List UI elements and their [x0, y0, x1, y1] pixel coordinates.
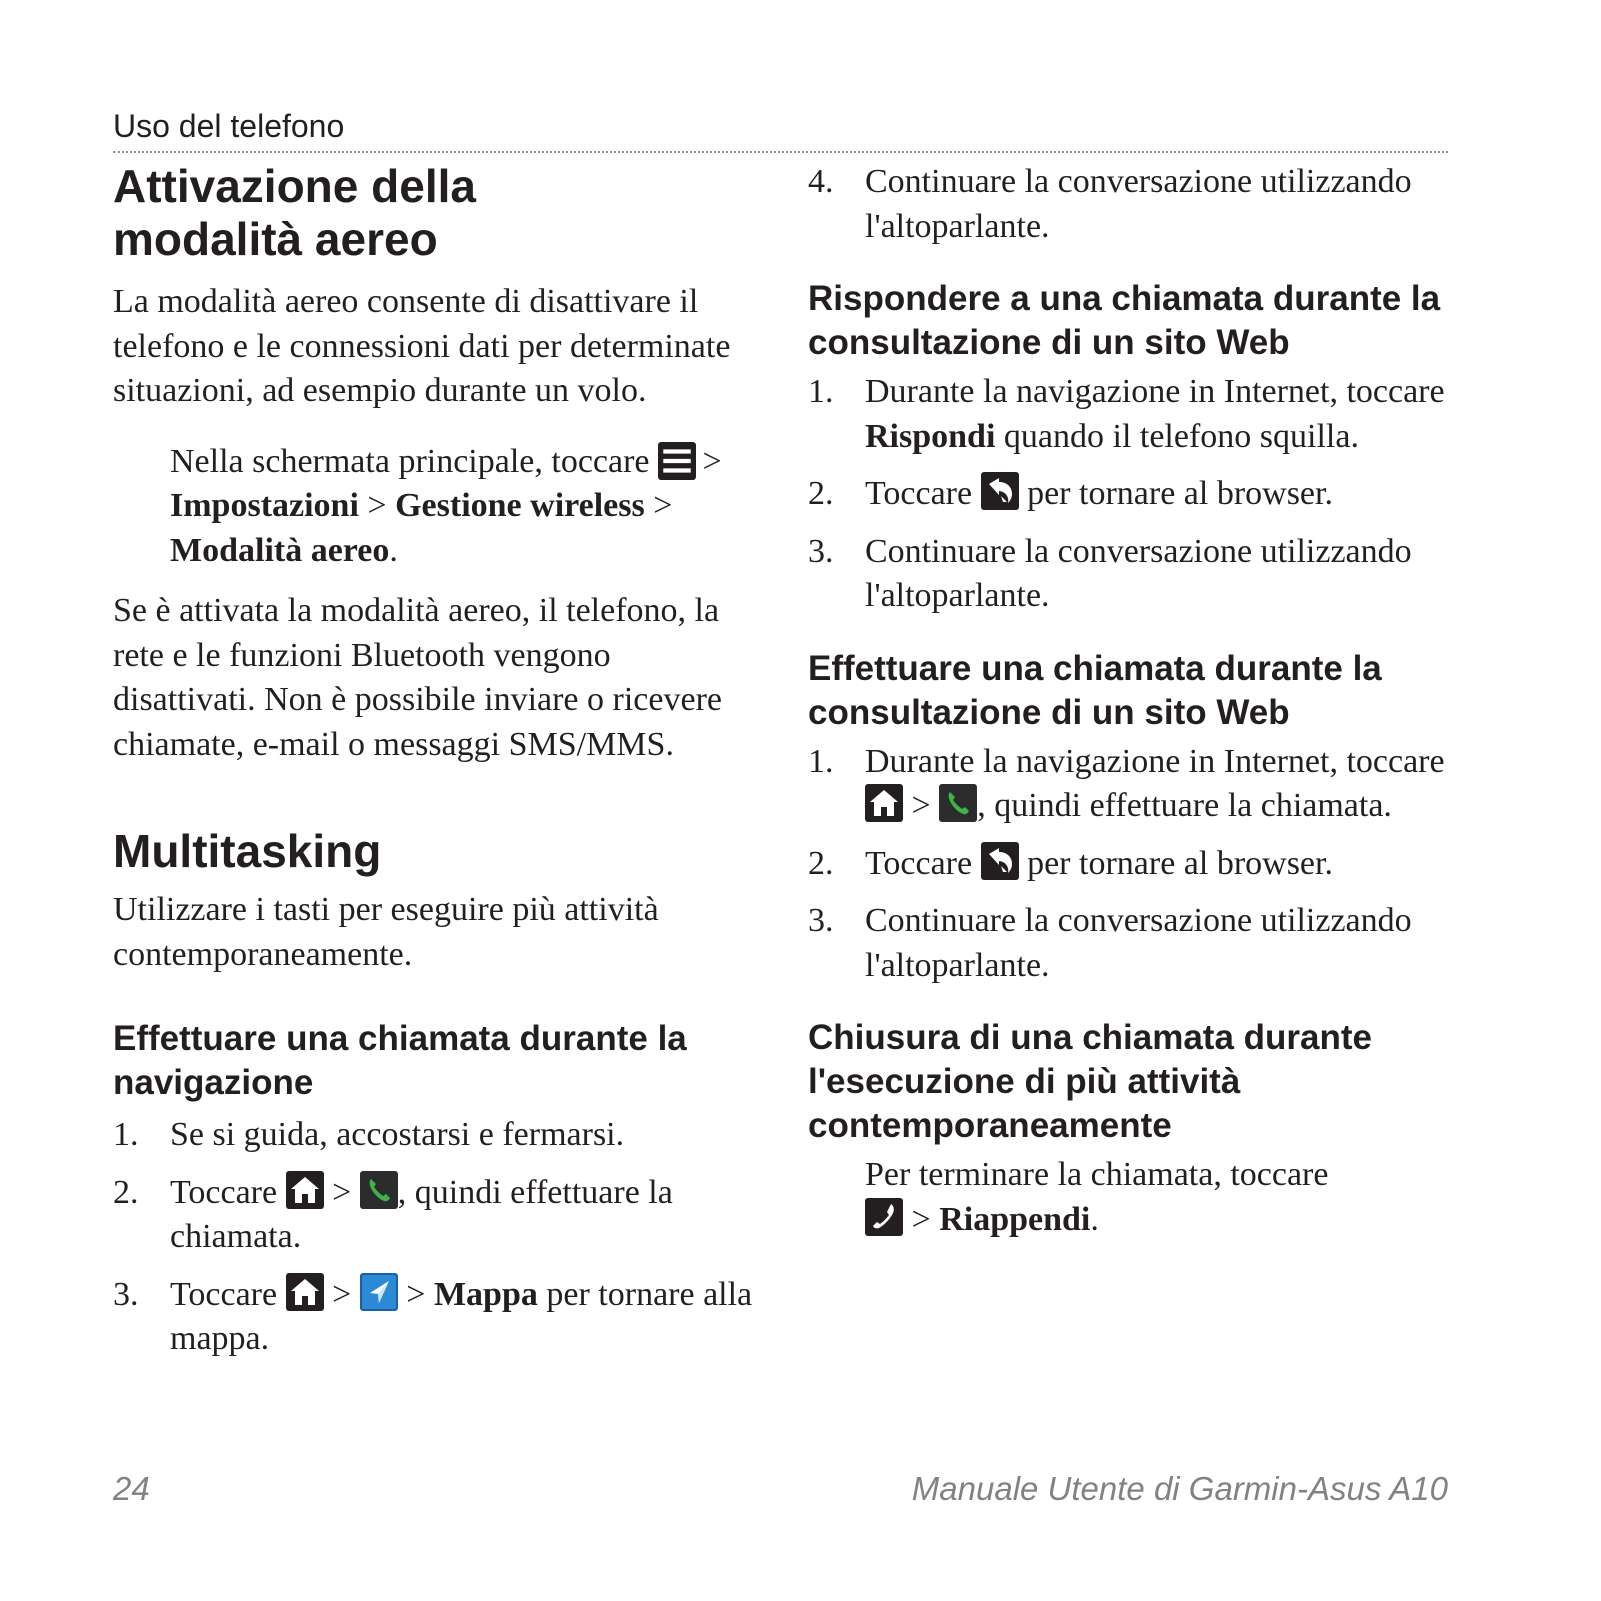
right-column: [808, 160, 1448, 1242]
wireless-label: Gestione wireless: [395, 487, 645, 524]
section-header: Uso del telefono: [113, 108, 1448, 153]
home-icon: [865, 784, 903, 822]
separator: >: [332, 1173, 352, 1211]
step-post: , quindi effettuare la chiamata.: [977, 787, 1392, 824]
map-label: Mappa: [433, 1275, 538, 1313]
separator: >: [702, 442, 722, 480]
end-call-text: Per terminare la chiamata, toccare: [865, 1156, 1329, 1193]
list-item: [113, 1113, 753, 1158]
step-post: per tornare al browser.: [1027, 844, 1333, 882]
separator: >: [653, 487, 673, 524]
step-text: [865, 370, 1448, 459]
airplane-mode-title: Attivazione della modalità aereo: [113, 160, 476, 265]
multitasking-title: Multitasking: [113, 825, 382, 877]
step-number: 2.: [808, 844, 834, 882]
answer-call-title: Rispondere a una chiamata durante la consultazione di un sito Web: [808, 279, 1441, 362]
list-item: [808, 370, 1448, 459]
list-item: [808, 472, 1448, 517]
home-icon: [286, 1273, 324, 1311]
nav-call-title: Effettuare una chiamata durante la navigazione: [113, 1019, 687, 1102]
separator: >: [911, 787, 931, 824]
step-number: 2.: [113, 1173, 139, 1211]
phone-icon: [939, 784, 977, 822]
settings-label: Impostazioni: [170, 487, 359, 524]
back-icon: [981, 472, 1019, 510]
list-item: [808, 160, 1448, 249]
step-number: 1.: [808, 373, 834, 410]
separator: >: [911, 1200, 931, 1238]
airplane-mode-label: Modalità aereo: [170, 531, 390, 569]
step-text: [865, 472, 1448, 517]
step-number: 1.: [808, 742, 834, 780]
end-call-step: [808, 1153, 1448, 1242]
list-item: [808, 842, 1448, 887]
multitasking-intro: Utilizzare i tasti per eseguire più attività contemporaneamente.: [113, 891, 659, 973]
left-column: [113, 160, 753, 1362]
step-post: per tornare alla mappa.: [170, 1275, 753, 1357]
menu-icon: [658, 442, 694, 478]
airplane-mode-note: Se è attivata la modalità aereo, il telefono, la rete e le funzioni Bluetooth vengono disattivati. Non è possibile inviare o ricevere chiamate, e-mail o messaggi SMS/MMS.: [113, 592, 722, 763]
end-call-title: Chiusura di una chiamata durante l'esecuzione di più attività contemporaneamente: [808, 1018, 1372, 1145]
step-pre: Durante la navigazione in Internet, toccare: [865, 742, 1445, 780]
step-pre: Toccare: [170, 1275, 278, 1313]
step-text: Continuare la conversazione utilizzando l'altoparlante.: [865, 532, 1412, 614]
airplane-step-text: Nella schermata principale, toccare: [170, 442, 650, 480]
airplane-mode-step: [113, 440, 753, 574]
step-number: 4.: [808, 163, 834, 200]
step-pre: Toccare: [170, 1173, 278, 1211]
make-call-title: Effettuare una chiamata durante la consultazione di un sito Web: [808, 648, 1382, 732]
step-pre: Durante la navigazione in Internet, toccare: [865, 373, 1445, 410]
step-text: [865, 842, 1448, 887]
step-text: Continuare la conversazione utilizzando l'altoparlante.: [865, 163, 1412, 245]
step-post: per tornare al browser.: [1027, 475, 1333, 512]
hang-up-icon: [865, 1198, 903, 1236]
list-item: [113, 1273, 753, 1362]
step-pre: Toccare: [865, 844, 973, 882]
step-number: 3.: [113, 1275, 139, 1313]
navigation-icon: [360, 1273, 398, 1311]
step-number: 3.: [808, 532, 834, 570]
page-number: 24: [113, 1470, 150, 1507]
step-post: quando il telefono squilla.: [995, 417, 1359, 455]
step-text: Se si guida, accostarsi e fermarsi.: [170, 1116, 625, 1153]
answer-label: Rispondi: [865, 417, 996, 455]
list-item: [113, 1171, 753, 1260]
separator: >: [367, 487, 387, 524]
period: .: [1090, 1200, 1099, 1238]
step-number: 2.: [808, 475, 834, 512]
step-pre: Toccare: [865, 475, 973, 512]
phone-icon: [360, 1171, 398, 1209]
step-text: [170, 1171, 753, 1260]
manual-title: Manuale Utente di Garmin-Asus A10: [911, 1470, 1448, 1507]
step-post: , quindi effettuare la chiamata.: [170, 1173, 673, 1255]
airplane-mode-intro: La modalità aereo consente di disattivare il telefono e le connessioni dati per determinate situazioni, ad esempio durante un volo.: [113, 283, 731, 409]
separator: >: [406, 1275, 426, 1313]
list-item: [808, 899, 1448, 988]
list-item: [808, 740, 1448, 829]
step-number: 3.: [808, 902, 834, 939]
step-text: [170, 1273, 753, 1362]
step-number: 1.: [113, 1116, 139, 1153]
back-icon: [981, 842, 1019, 880]
step-text: Continuare la conversazione utilizzando l'altoparlante.: [865, 902, 1412, 984]
separator: >: [332, 1275, 352, 1313]
hang-up-label: Riappendi: [939, 1200, 1091, 1238]
home-icon: [286, 1171, 324, 1209]
period: .: [389, 531, 398, 569]
list-item: [808, 530, 1448, 619]
step-text: [865, 740, 1448, 829]
